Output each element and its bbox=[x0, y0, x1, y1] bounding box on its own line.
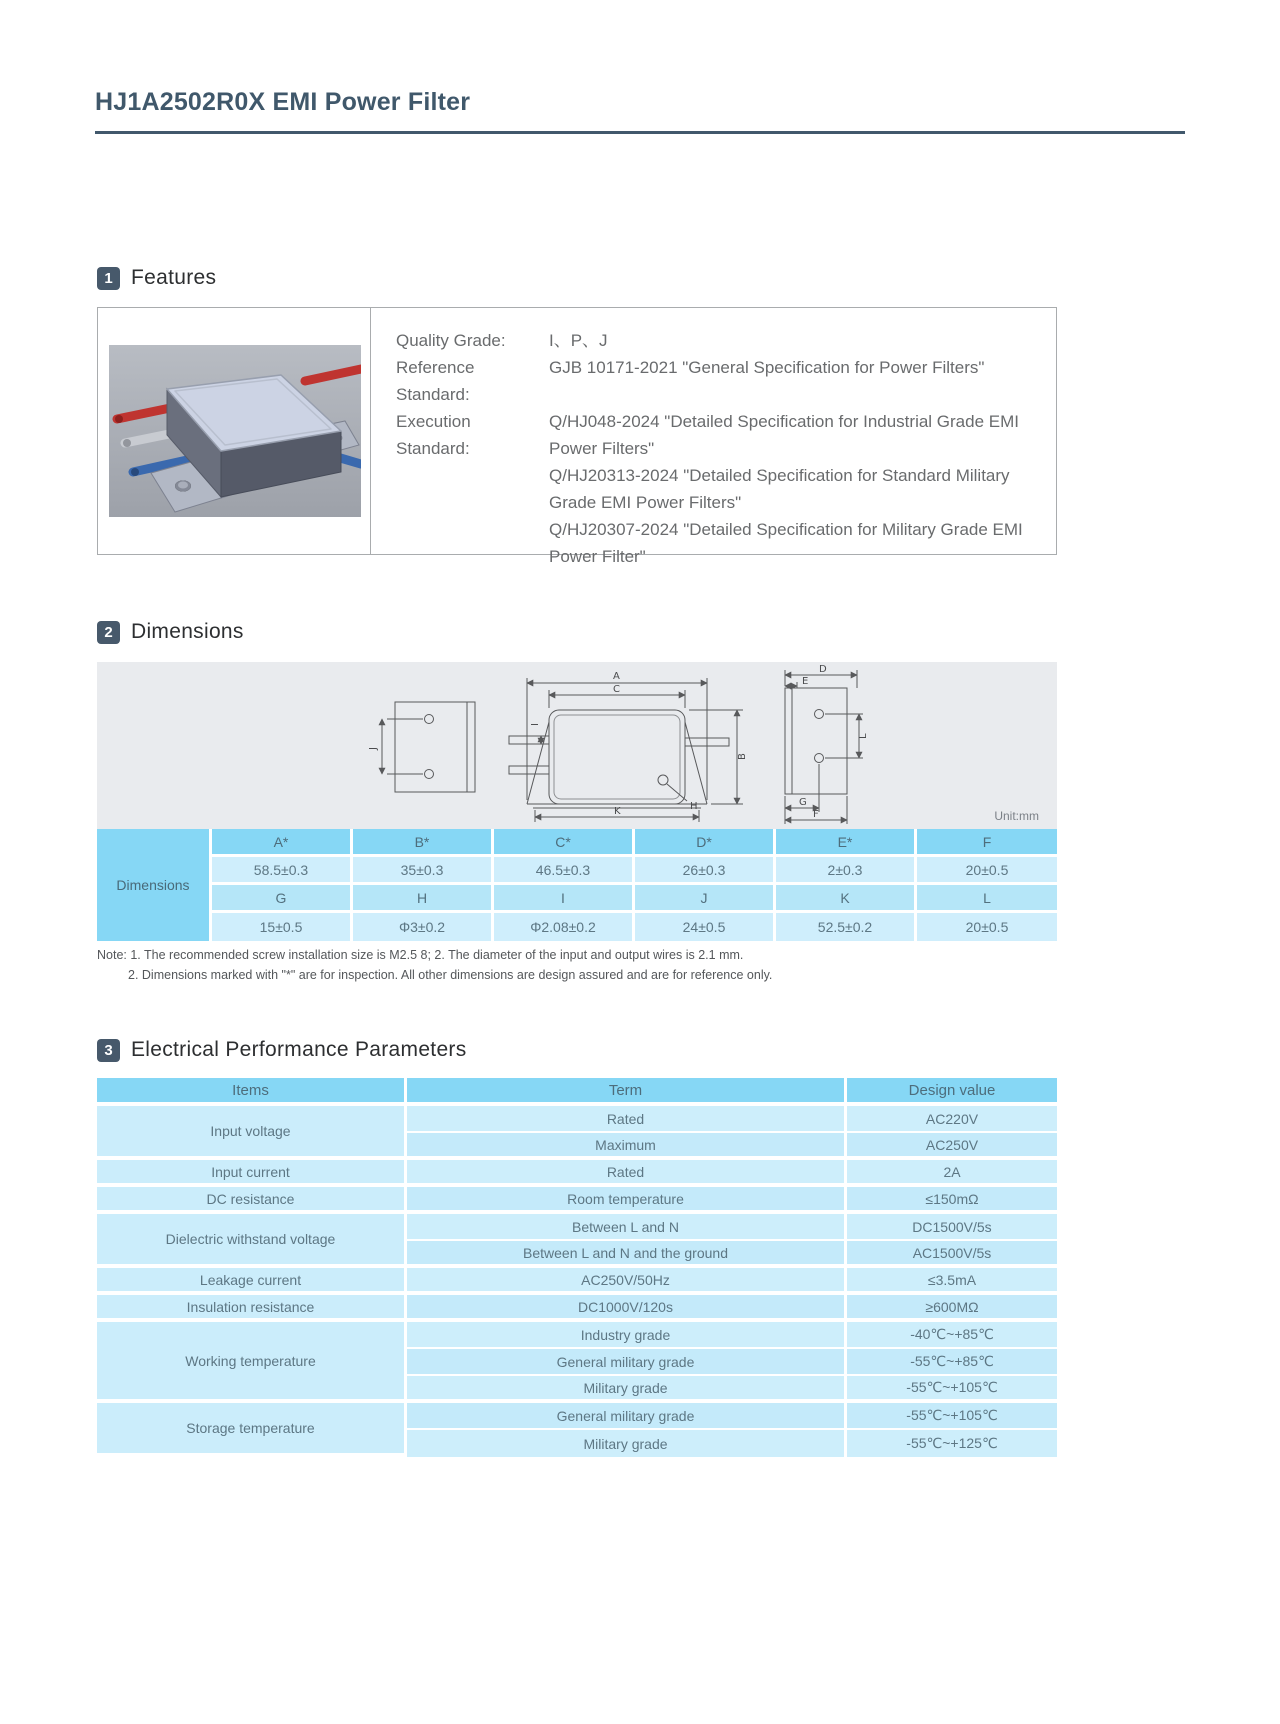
value-cell: -55℃~+85℃ bbox=[847, 1349, 1057, 1376]
dim-label-G: G bbox=[799, 797, 807, 808]
dim-label-F: F bbox=[813, 809, 819, 820]
quality-grade-value: I、P、J bbox=[549, 331, 608, 350]
value-cell: -55℃~+105℃ bbox=[847, 1403, 1057, 1430]
column-header: C* bbox=[494, 829, 635, 857]
column-header-items: Items bbox=[97, 1078, 407, 1106]
note-line-2: 2. Dimensions marked with "*" are for inspection. All other dimensions are design assured and are for reference only. bbox=[128, 968, 773, 982]
term-cell: Rated bbox=[407, 1106, 847, 1133]
dimension-value: 46.5±0.3 bbox=[494, 857, 635, 885]
value-cell: 2A bbox=[847, 1160, 1057, 1187]
quality-grade-label: Quality Grade: bbox=[396, 331, 506, 350]
execution-standard-values bbox=[549, 408, 1036, 570]
column-header: K bbox=[776, 885, 917, 913]
table-row bbox=[97, 1268, 1057, 1295]
value-cell: ≥600MΩ bbox=[847, 1295, 1057, 1322]
electrical-table bbox=[97, 1078, 1057, 1457]
column-header-design-value: Design value bbox=[847, 1078, 1057, 1106]
column-header: A* bbox=[212, 829, 353, 857]
item-cell: Storage temperature bbox=[97, 1403, 407, 1457]
item-cell: Leakage current bbox=[97, 1268, 407, 1295]
dim-label-K: K bbox=[614, 806, 621, 817]
section-header-electrical bbox=[97, 1038, 467, 1062]
features-text bbox=[371, 308, 1056, 566]
section-title: Features bbox=[131, 266, 217, 289]
title-divider bbox=[95, 131, 1185, 134]
dimension-value: 58.5±0.3 bbox=[212, 857, 353, 885]
dim-label-A: A bbox=[613, 671, 620, 682]
section-header-features bbox=[97, 266, 216, 290]
section-header-dimensions bbox=[97, 620, 244, 644]
dim-label-J: J bbox=[368, 747, 379, 750]
value-cell: ≤3.5mA bbox=[847, 1268, 1057, 1295]
dimension-value: 20±0.5 bbox=[917, 913, 1057, 941]
value-cell: -55℃~+125℃ bbox=[847, 1430, 1057, 1457]
dimension-value: 52.5±0.2 bbox=[776, 913, 917, 941]
reference-standard-label: Reference Standard: bbox=[396, 358, 475, 404]
table-row bbox=[97, 1160, 1057, 1187]
dimensions-table bbox=[97, 829, 1057, 941]
term-cell: General military grade bbox=[407, 1403, 847, 1430]
dimension-value: 35±0.3 bbox=[353, 857, 494, 885]
unit-label: Unit:mm bbox=[994, 809, 1039, 823]
dimension-value: 15±0.5 bbox=[212, 913, 353, 941]
term-cell: DC1000V/120s bbox=[407, 1295, 847, 1322]
dim-label-E: E bbox=[802, 676, 809, 687]
table-row bbox=[97, 1187, 1057, 1214]
dimensions-row-header: Dimensions bbox=[97, 829, 212, 941]
dimension-value: 20±0.5 bbox=[917, 857, 1057, 885]
column-header: L bbox=[917, 885, 1057, 913]
item-cell: Input current bbox=[97, 1160, 407, 1187]
column-header-term: Term bbox=[407, 1078, 847, 1106]
dim-label-I: I bbox=[530, 723, 541, 726]
column-header: B* bbox=[353, 829, 494, 857]
value-cell: ≤150mΩ bbox=[847, 1187, 1057, 1214]
product-image-cell bbox=[98, 308, 371, 554]
section-number-badge: 3 bbox=[97, 1039, 120, 1062]
term-cell: AC250V/50Hz bbox=[407, 1268, 847, 1295]
dim-label-L: L bbox=[858, 733, 869, 739]
dimension-drawing bbox=[97, 662, 1057, 829]
value-cell: AC250V bbox=[847, 1133, 1057, 1160]
table-row bbox=[97, 1403, 1057, 1430]
table-row bbox=[97, 1214, 1057, 1241]
column-header: I bbox=[494, 885, 635, 913]
section-title: Dimensions bbox=[131, 620, 244, 643]
term-cell: Rated bbox=[407, 1160, 847, 1187]
column-header: H bbox=[353, 885, 494, 913]
execution-standard-2: Q/HJ20313-2024 "Detailed Specification for Standard Military Grade EMI Power Filters" bbox=[549, 466, 1010, 512]
note-line-1: Note: 1. The recommended screw installation size is M2.5 8; 2. The diameter of the input and output wires is 2.1 mm. bbox=[97, 948, 744, 962]
dim-label-B: B bbox=[737, 753, 748, 760]
features-box bbox=[97, 307, 1057, 566]
dim-label-H: H bbox=[690, 801, 698, 812]
value-cell: -55℃~+105℃ bbox=[847, 1376, 1057, 1403]
column-header: D* bbox=[635, 829, 776, 857]
item-cell: Working temperature bbox=[97, 1322, 407, 1403]
term-cell: Between L and N bbox=[407, 1214, 847, 1241]
execution-standard-3: Q/HJ20307-2024 "Detailed Specification for Military Grade EMI Power Filter" bbox=[549, 520, 1023, 566]
term-cell: Room temperature bbox=[407, 1187, 847, 1214]
item-cell: Input voltage bbox=[97, 1106, 407, 1160]
term-cell: Between L and N and the ground bbox=[407, 1241, 847, 1268]
table-row bbox=[97, 1295, 1057, 1322]
term-cell: General military grade bbox=[407, 1349, 847, 1376]
section-number-badge: 1 bbox=[97, 267, 120, 290]
item-cell: Insulation resistance bbox=[97, 1295, 407, 1322]
term-cell: Military grade bbox=[407, 1430, 847, 1457]
dimension-value: Φ2.08±0.2 bbox=[494, 913, 635, 941]
dimension-value: 26±0.3 bbox=[635, 857, 776, 885]
reference-standard-value: GJB 10171-2021 "General Specification for Power Filters" bbox=[549, 358, 985, 377]
value-cell: AC220V bbox=[847, 1106, 1057, 1133]
dimension-value: 2±0.3 bbox=[776, 857, 917, 885]
page-title: HJ1A2502R0X EMI Power Filter bbox=[95, 88, 471, 116]
table-row bbox=[97, 1106, 1057, 1133]
table-row bbox=[97, 1322, 1057, 1349]
value-cell: AC1500V/5s bbox=[847, 1241, 1057, 1268]
execution-standard-1: Q/HJ048-2024 "Detailed Specification for Industrial Grade EMI Power Filters" bbox=[549, 412, 1019, 458]
dimension-notes bbox=[97, 945, 772, 985]
term-cell: Industry grade bbox=[407, 1322, 847, 1349]
column-header: J bbox=[635, 885, 776, 913]
dimension-value: Φ3±0.2 bbox=[353, 913, 494, 941]
dimension-drawing-panel bbox=[97, 662, 1057, 829]
value-cell: -40℃~+85℃ bbox=[847, 1322, 1057, 1349]
item-cell: Dielectric withstand voltage bbox=[97, 1214, 407, 1268]
column-header: F bbox=[917, 829, 1057, 857]
column-header: E* bbox=[776, 829, 917, 857]
column-header: G bbox=[212, 885, 353, 913]
table-header-row bbox=[97, 1078, 1057, 1106]
execution-standard-label: Execution Standard: bbox=[396, 412, 471, 458]
product-photo bbox=[109, 345, 361, 517]
item-cell: DC resistance bbox=[97, 1187, 407, 1214]
dim-label-D: D bbox=[819, 664, 827, 675]
dimension-value: 24±0.5 bbox=[635, 913, 776, 941]
section-number-badge: 2 bbox=[97, 621, 120, 644]
term-cell: Military grade bbox=[407, 1376, 847, 1403]
term-cell: Maximum bbox=[407, 1133, 847, 1160]
value-cell: DC1500V/5s bbox=[847, 1214, 1057, 1241]
dim-label-C: C bbox=[613, 684, 620, 695]
section-title: Electrical Performance Parameters bbox=[131, 1038, 467, 1061]
